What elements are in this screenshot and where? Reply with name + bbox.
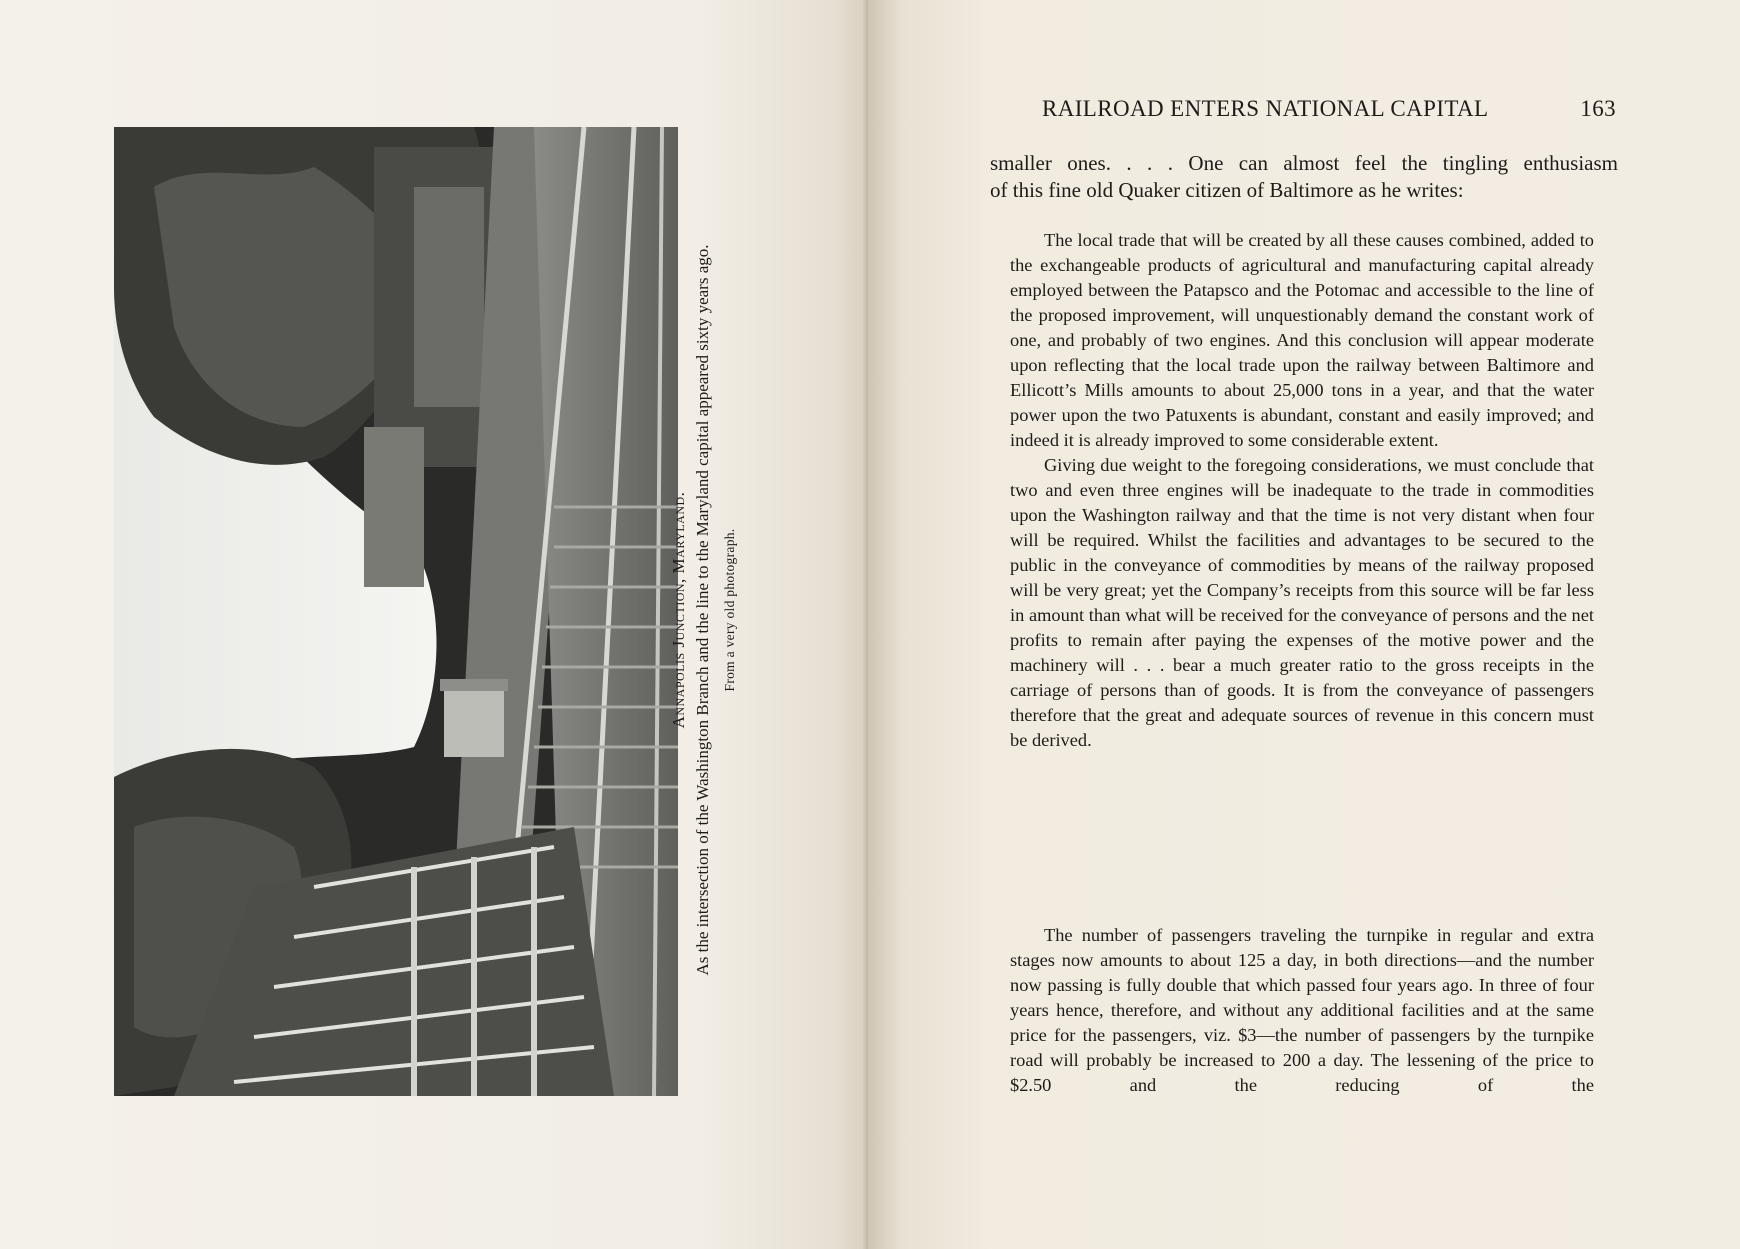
quote-paragraph: The number of passengers traveling the turnpike in regular and extra stages now amounts to about 125 a day, in both directions—and the number now passing is fully double that which passed four years ago. In three of four years hence, therefore, and without any additional facilities and at the same price for the passengers, viz. $3—the number of passengers by the turnpike road will probably be increased to 200 a day. The lessening of the price to $2.50 and the reducing of the (1010, 925, 1594, 1095)
caption-title: Annapolis Junction, Maryland. (669, 491, 688, 729)
photo-caption (667, 130, 787, 1090)
quote-paragraph: The local trade that will be created by all these causes combined, added to the exchangeable products of agricultural and manufacturing capital already employed between the Patapsco and the Potomac and accessible to the line of the proposed improvement, will unquestionably demand the constant work of one, and probably of two engines. And this conclusion will appear moderate upon reflecting that the local trade upon the railway between Baltimore and Ellicott’s Mills amounts to about 25,000 tons in a year, and that the water power upon the two Patuxents is abundant, constant and easily improved; and indeed it is already improved to some considerable extent. (1010, 230, 1594, 450)
running-head-title: RAILROAD ENTERS NATIONAL CAPITAL (1042, 96, 1489, 121)
block-quote-2 (1010, 923, 1594, 1098)
page-number: 163 (1580, 96, 1616, 121)
lead-line-2: of this fine old Quaker citizen of Baltimore as he writes: (990, 178, 1464, 202)
running-head (1042, 96, 1622, 126)
caption-description: As the intersection of the Washington Branch and the line to the Maryland capital appeared sixty years ago. (693, 244, 712, 976)
lead-text (990, 150, 1618, 204)
annapolis-junction-photo (114, 127, 678, 1096)
quote-paragraph: Giving due weight to the foregoing considerations, we must conclude that two and even three engines will be inadequate to the trade in commodities upon the Washington railway and that the time is not very distant when four will be required. Whilst the facilities and advantages to be secured to the public in the conveyance of commodities by means of the railway proposed will be very great; yet the Company’s receipts from this source will be far less in amount than what will be received for the conveyance of persons and the net profits to remain after paying the expenses of the motive power and the machinery will . . . bear a much greater ratio to the gross receipts in the carriage of persons than of goods. It is from the conveyance of passengers therefore that the great and adequate sources of revenue in this concern must be derived. (1010, 455, 1594, 750)
lead-line-1: smaller ones. . . . One can almost feel the tingling enthusiasm (990, 151, 1618, 175)
block-quote-1 (1010, 228, 1594, 753)
photo-illustration (114, 127, 678, 1096)
left-page (0, 0, 868, 1249)
caption-credit: From a very old photograph. (722, 528, 737, 692)
